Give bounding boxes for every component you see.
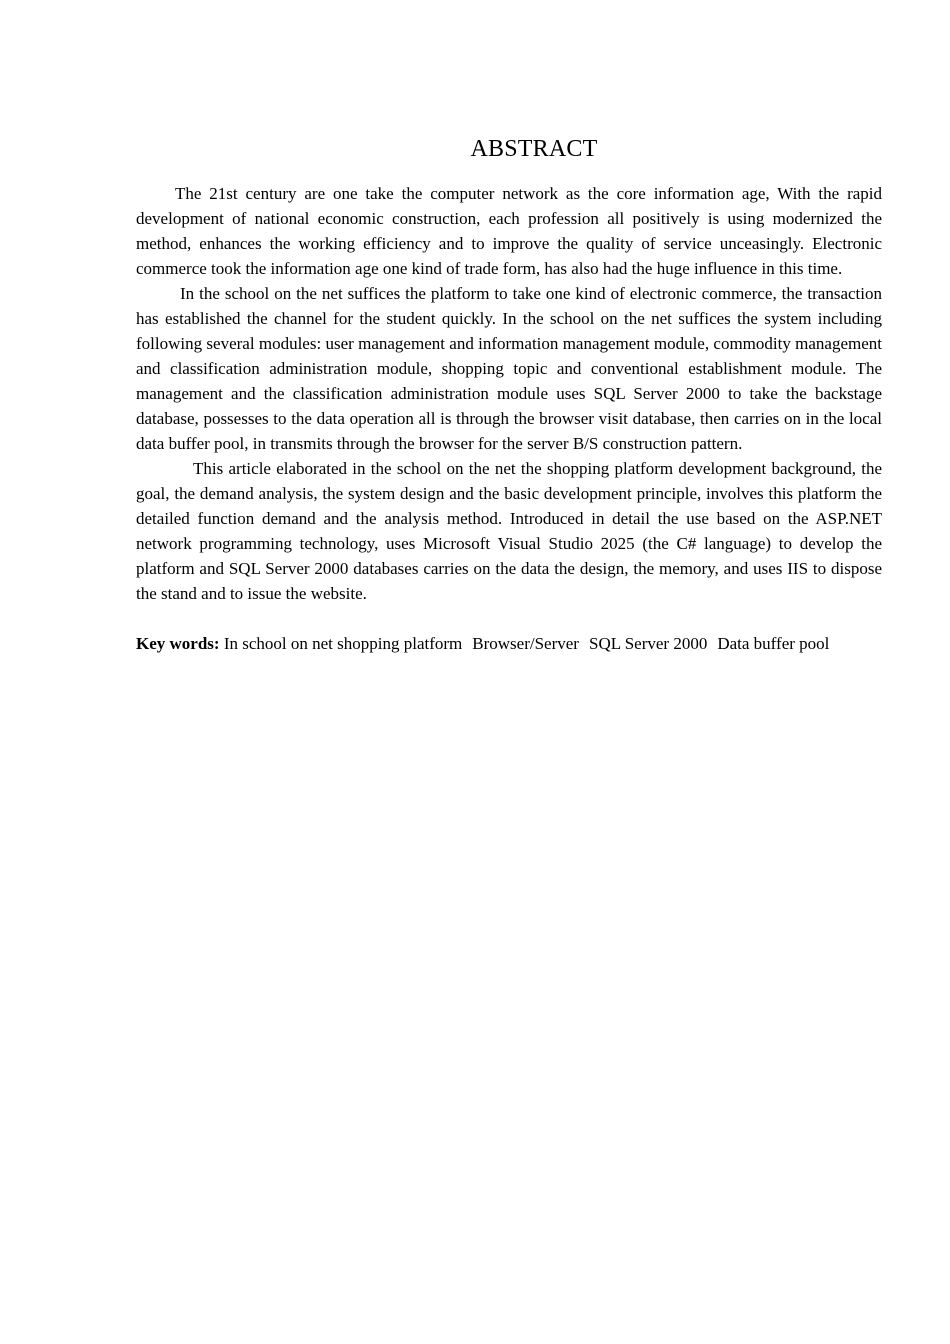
keywords-label: Key words: [136,634,220,653]
keyword-item: In school on net shopping platform [223,634,463,653]
abstract-title: ABSTRACT [470,136,598,162]
keyword-item: Data buffer pool [717,634,830,653]
abstract-paragraph-3: This article elaborated in the school on the net the shopping platform development background, the goal, the demand analysis, the system design and the basic development principle, involves this platform the detailed function demand and the analysis method. Introduced in detail the use based on the ASP.NET network programming technology, uses Microsoft Visual Studio 2025 (the C# language) to develop the platform and SQL Server 2000 databases carries on the data the design, the memory, and uses IIS to dispose the stand and to issue the website. [136,459,882,603]
abstract-paragraph-1: The 21st century are one take the computer network as the core information age, With the rapid development of national economic construction, each profession all positively is using modernized the method, enhances the working efficiency and to improve the quality of service unceasingly. Electronic commerce took the information age one kind of trade form, has also had the huge influence in this time. [136,184,882,278]
abstract-body [136,181,882,656]
abstract-paragraph-2: In the school on the net suffices the platform to take one kind of electronic commerce, the transaction has established the channel for the student quickly. In the school on the net suffices the system including following several modules: user management and information management module, commodity management and classification administration module, shopping topic and conventional establishment module. The management and the classification administration module uses SQL Server 2000 to take the backstage database, possesses to the data operation all is through the browser visit database, then carries on in the local data buffer pool, in transmits through the browser for the server B/S construction pattern. [136,284,882,453]
keyword-item: Browser/Server [472,634,579,653]
keywords-line [136,631,846,656]
keyword-item: SQL Server 2000 [588,634,708,653]
